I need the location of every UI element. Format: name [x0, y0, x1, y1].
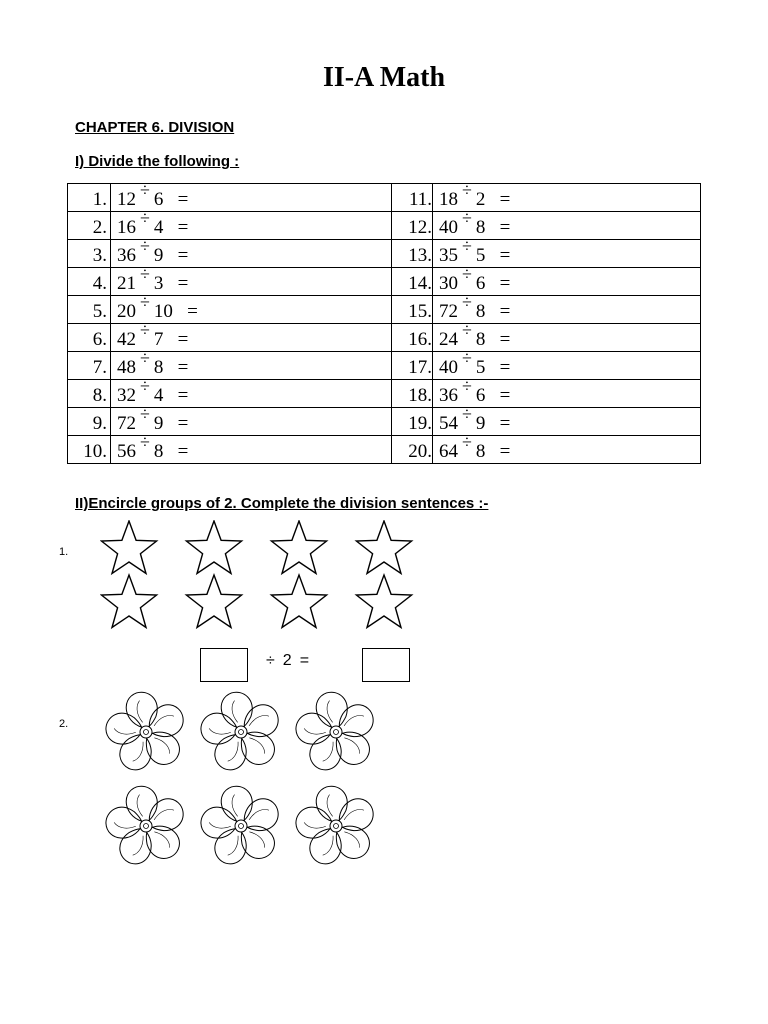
equals-sign: =	[299, 652, 310, 669]
star-icon[interactable]	[356, 521, 411, 574]
division-expression[interactable]: 24 ÷ 8 =	[433, 324, 701, 352]
division-expression[interactable]: 36 ÷ 9 =	[111, 240, 392, 268]
division-expression[interactable]: 30 ÷ 6 =	[433, 268, 701, 296]
division-expression[interactable]: 54 ÷ 9 =	[433, 408, 701, 436]
division-expression[interactable]: 20 ÷ 10 =	[111, 296, 392, 324]
flower-icon[interactable]	[199, 690, 284, 775]
star-icon[interactable]	[186, 575, 241, 628]
star-icon[interactable]	[101, 521, 156, 574]
division-expression[interactable]: 12 ÷ 6 =	[111, 184, 392, 212]
question-1-label: 1.	[59, 546, 69, 558]
star-icon[interactable]	[271, 521, 326, 574]
problem-number: 20.	[392, 436, 433, 464]
section2-heading: II)Encircle groups of 2. Complete the division sentences :-	[75, 495, 489, 512]
table-row	[68, 212, 701, 240]
divisor: 2	[282, 652, 292, 669]
division-sentence	[266, 652, 346, 670]
division-expression[interactable]: 72 ÷ 9 =	[111, 408, 392, 436]
table-row	[68, 352, 701, 380]
division-expression[interactable]: 40 ÷ 8 =	[433, 212, 701, 240]
star-icon[interactable]	[101, 575, 156, 628]
divide-symbol: ÷	[266, 652, 275, 669]
star-icon[interactable]	[186, 521, 241, 574]
problem-number: 17.	[392, 352, 433, 380]
problem-number: 2.	[68, 212, 111, 240]
star-icon[interactable]	[271, 575, 326, 628]
table-row	[68, 324, 701, 352]
division-expression[interactable]: 40 ÷ 5 =	[433, 352, 701, 380]
problem-number: 6.	[68, 324, 111, 352]
division-expression[interactable]: 32 ÷ 4 =	[111, 380, 392, 408]
answer-box-quotient[interactable]	[362, 648, 410, 682]
chapter-heading: CHAPTER 6. DIVISION	[75, 119, 235, 136]
flower-icon[interactable]	[104, 784, 189, 866]
division-expression[interactable]: 35 ÷ 5 =	[433, 240, 701, 268]
question-2-label: 2.	[59, 718, 69, 730]
star-icon[interactable]	[356, 575, 411, 628]
division-problems-table	[67, 180, 701, 464]
flower-icon[interactable]	[294, 784, 379, 866]
answer-box-dividend[interactable]	[200, 648, 248, 682]
problem-number: 19.	[392, 408, 433, 436]
problem-number: 16.	[392, 324, 433, 352]
problem-number: 7.	[68, 352, 111, 380]
division-expression[interactable]: 48 ÷ 8 =	[111, 352, 392, 380]
page-title: II-A Math	[322, 62, 446, 93]
problem-number: 9.	[68, 408, 111, 436]
table-row	[68, 184, 701, 212]
division-expression[interactable]: 56 ÷ 8 =	[111, 436, 392, 464]
problem-number: 15.	[392, 296, 433, 324]
section1-heading: I) Divide the following :	[75, 153, 240, 170]
division-expression[interactable]: 16 ÷ 4 =	[111, 212, 392, 240]
problem-number: 3.	[68, 240, 111, 268]
problem-number: 10.	[68, 436, 111, 464]
division-expression[interactable]: 72 ÷ 8 =	[433, 296, 701, 324]
division-expression[interactable]: 64 ÷ 8 =	[433, 436, 701, 464]
table-row	[68, 436, 701, 464]
division-expression[interactable]: 18 ÷ 2 =	[433, 184, 701, 212]
problem-number: 14.	[392, 268, 433, 296]
problem-number: 4.	[68, 268, 111, 296]
flower-icon[interactable]	[104, 690, 189, 775]
problem-number: 1.	[68, 184, 111, 212]
problem-number: 12.	[392, 212, 433, 240]
division-expression[interactable]: 42 ÷ 7 =	[111, 324, 392, 352]
problem-number: 18.	[392, 380, 433, 408]
stars-group	[100, 520, 420, 632]
problem-number: 8.	[68, 380, 111, 408]
table-row	[68, 268, 701, 296]
flower-icon[interactable]	[294, 690, 379, 775]
problem-number: 5.	[68, 296, 111, 324]
table-row	[68, 240, 701, 268]
problem-number: 11.	[392, 184, 433, 212]
problem-number: 13.	[392, 240, 433, 268]
table-row	[68, 408, 701, 436]
problems-body	[68, 180, 701, 464]
flowers-group	[100, 686, 400, 866]
flower-icon[interactable]	[199, 784, 284, 866]
table-row	[68, 380, 701, 408]
table-row	[68, 296, 701, 324]
division-expression[interactable]: 36 ÷ 6 =	[433, 380, 701, 408]
division-expression[interactable]: 21 ÷ 3 =	[111, 268, 392, 296]
